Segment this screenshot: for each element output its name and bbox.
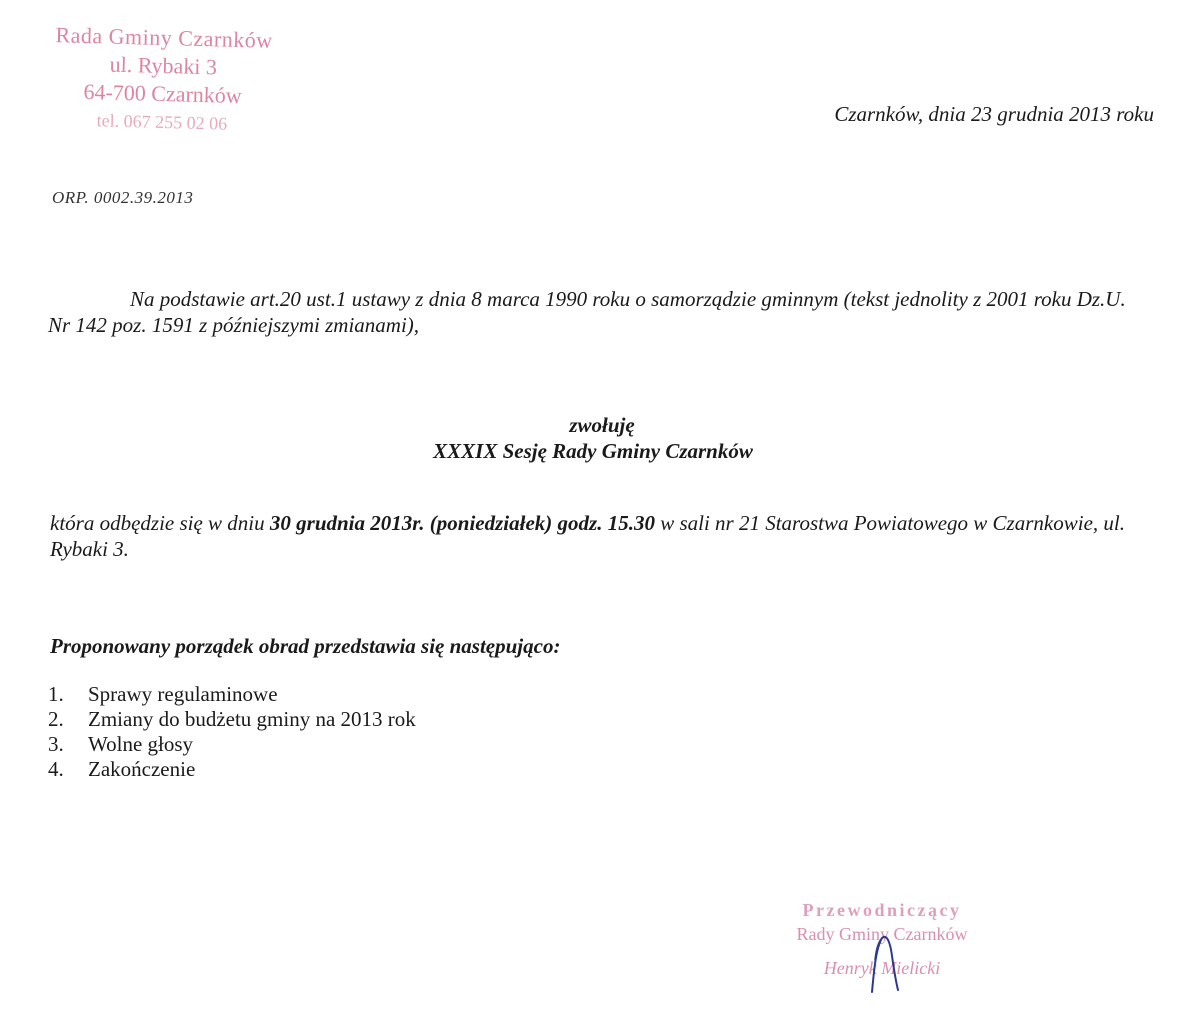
date-line: Czarnków, dnia 23 grudnia 2013 roku xyxy=(834,102,1154,126)
session-details-paragraph xyxy=(50,510,1140,562)
session-title: XXXIX Sesję Rady Gminy Czarnków xyxy=(433,439,753,463)
session-date-time: 30 grudnia 2013r. (poniedziałek) godz. 15.30 xyxy=(269,511,655,535)
agenda-item-text: Zmiany do budżetu gminy na 2013 rok xyxy=(88,707,416,731)
chairman-title: Przewodniczący xyxy=(802,900,962,920)
convocation-verb: zwołuję xyxy=(569,413,635,437)
agenda-item-text: Sprawy regulaminowe xyxy=(88,682,278,706)
agenda-item-text: Zakończenie xyxy=(88,757,196,781)
agenda-item-number: 1. xyxy=(48,682,64,706)
convocation-heading xyxy=(0,412,1186,464)
session-details-prefix: która odbędzie się w dniu xyxy=(50,511,270,535)
agenda-item xyxy=(48,682,416,707)
session-details-suffix: w sali nr 21 Starostwa Powiatowego w Czarnkowie, ul. Rybaki 3. xyxy=(50,511,1125,561)
agenda-item-number: 4. xyxy=(48,757,64,781)
stamp-line-street: ul. Rybaki 3 xyxy=(109,51,218,80)
agenda-item xyxy=(48,732,416,757)
agenda-list xyxy=(48,682,416,782)
agenda-item xyxy=(48,707,416,732)
handwritten-signature xyxy=(860,930,940,1000)
chairman-body: Rady Gminy Czarnków xyxy=(796,924,968,944)
legal-basis-paragraph xyxy=(48,286,1128,338)
stamp-line-phone: tel. 067 255 02 06 xyxy=(96,110,228,134)
legal-basis-text: Na podstawie art.20 ust.1 ustawy z dnia 8 marca 1990 roku o samorządzie gminnym (tekst jednolity z 2001 roku Dz.U. Nr 142 poz. 1591 z późniejszymi zmianami), xyxy=(48,287,1126,337)
agenda-item-text: Wolne głosy xyxy=(88,732,194,756)
stamp-line-name: Rada Gminy Czarnków xyxy=(55,22,274,53)
agenda-item xyxy=(48,757,416,782)
agenda-item-number: 2. xyxy=(48,707,64,731)
reference-number: ORP. 0002.39.2013 xyxy=(52,188,194,207)
council-address-stamp xyxy=(7,20,320,140)
chairman-name: Henryk Mielicki xyxy=(823,958,941,978)
agenda-item-number: 3. xyxy=(48,732,64,756)
agenda-heading: Proponowany porządek obrad przedstawia się następująco: xyxy=(50,634,561,658)
stamp-line-city: 64-700 Czarnków xyxy=(83,78,243,109)
